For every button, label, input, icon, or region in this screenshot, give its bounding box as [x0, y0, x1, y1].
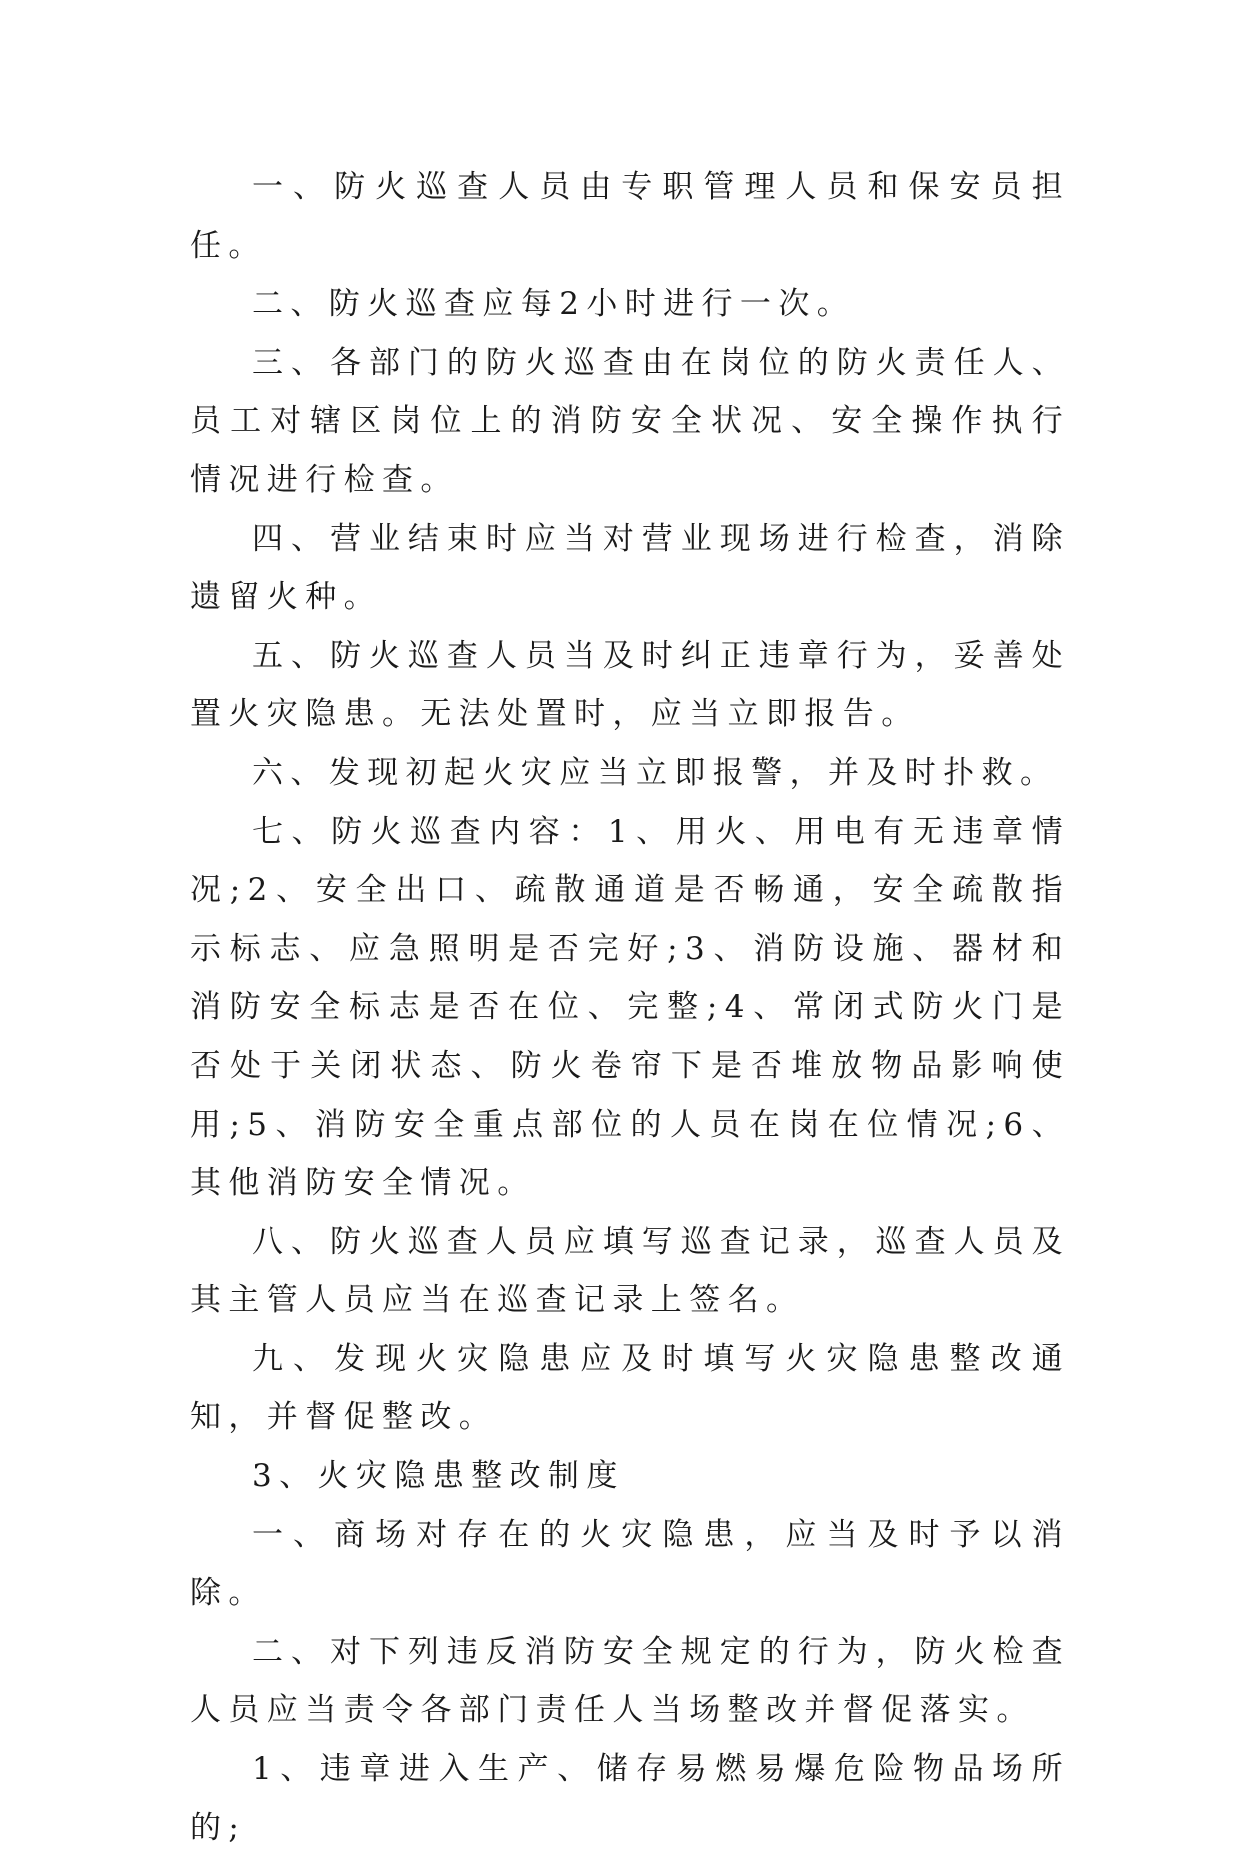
- section-heading-hazard-rectification: 3、火灾隐患整改制度: [252, 1458, 625, 1495]
- paragraph-patrol-staff: 一、防火巡查人员由专职管理人员和保安员担任。: [190, 169, 1070, 264]
- document-body: [190, 158, 1070, 1857]
- paragraph-report-fire: 六、发现初起火灾应当立即报警，并及时扑救。: [252, 754, 1059, 791]
- paragraph-correct-violations: 五、防火巡查人员当及时纠正违章行为，妥善处置火灾隐患。无法处置时，应当立即报告。: [190, 637, 1070, 733]
- paragraph-patrol-records: 八、防火巡查人员应填写巡查记录，巡查人员及其主管人员应当在巡查记录上签名。: [190, 1223, 1070, 1319]
- paragraph-order-rectification: 二、对下列违反消防安全规定的行为，防火检查人员应当责令各部门责任人当场整改并督促落实。: [190, 1633, 1070, 1729]
- list-item-violation-1: 1、违章进入生产、储存易燃易爆危险物品场所的;: [190, 1751, 1070, 1846]
- paragraph-hazard-notice: 九、发现火灾隐患应及时填写火灾隐患整改通知，并督促整改。: [190, 1340, 1070, 1436]
- paragraph-eliminate-hazards: 一、商场对存在的火灾隐患，应当及时予以消除。: [190, 1516, 1070, 1612]
- paragraph-patrol-content: 七、防火巡查内容：1、用火、用电有无违章情况;2、安全出口、疏散通道是否畅通，安全疏散指示标志、应急照明是否完好;3、消防设施、器材和消防安全标志是否在位、完整;4、常闭式防火门是否处于关闭状态、防火卷帘下是否堆放物品影响使用;5、消防安全重点部位的人员在岗在位情况;6、其他消防安全情况。: [190, 813, 1070, 1202]
- paragraph-department-patrol: 三、各部门的防火巡查由在岗位的防火责任人、员工对辖区岗位上的消防安全状况、安全操作执行情况进行检查。: [190, 344, 1070, 498]
- paragraph-patrol-frequency: 二、防火巡查应每2小时进行一次。: [252, 286, 856, 323]
- paragraph-closing-check: 四、营业结束时应当对营业现场进行检查，消除遗留火种。: [190, 520, 1070, 616]
